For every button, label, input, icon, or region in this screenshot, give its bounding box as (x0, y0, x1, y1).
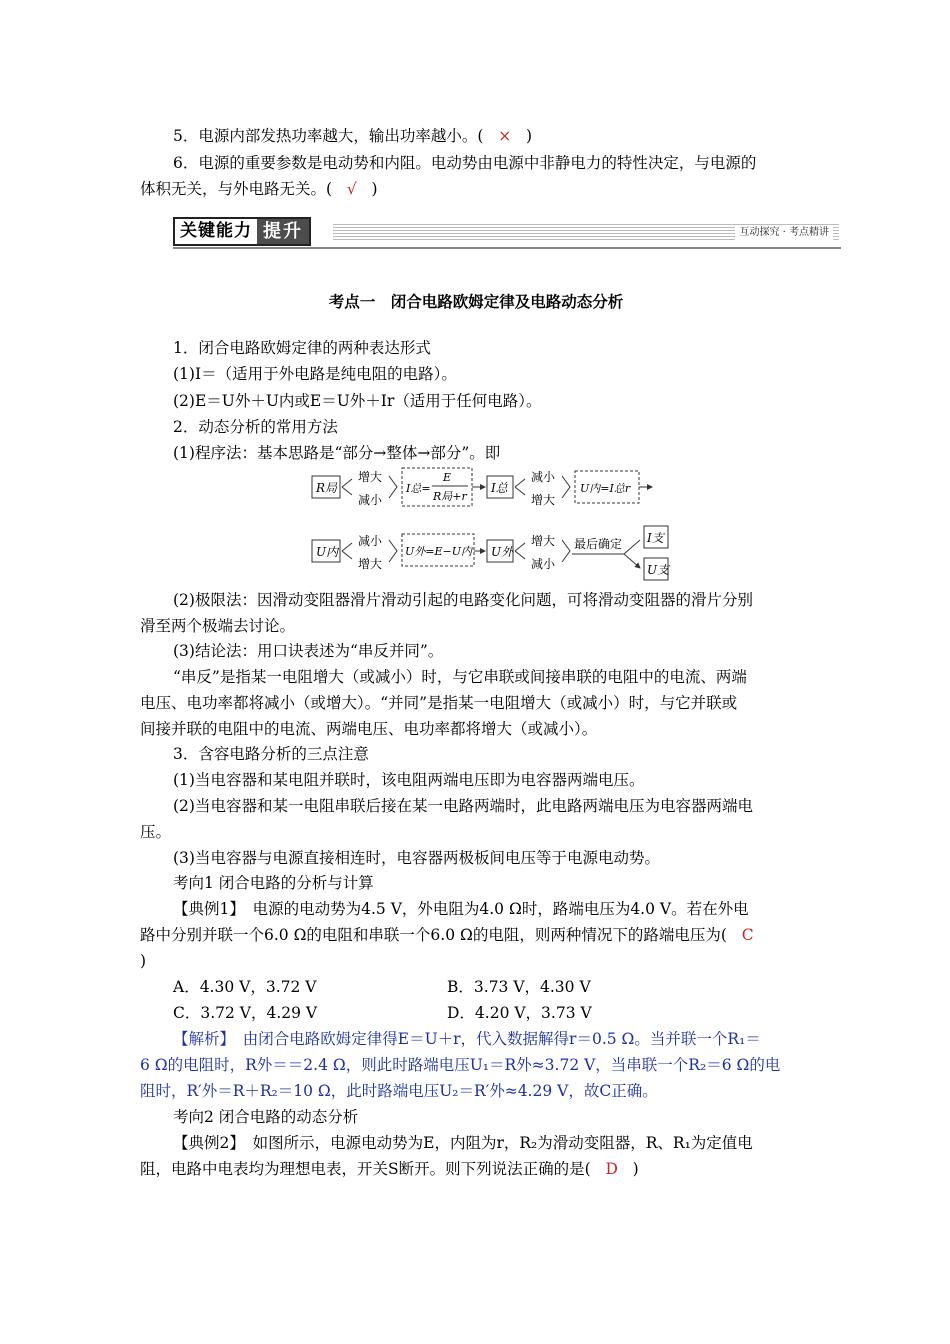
section-1-heading: 1．闭合电路欧姆定律的两种表达形式 (173, 339, 431, 357)
r-local-label: R局 (316, 481, 338, 495)
chevron-icon (562, 476, 570, 498)
label-increase: 增大 (531, 534, 556, 548)
item-5-text: 5．电源内部发热功率越大，输出功率越小。( (173, 127, 484, 145)
section-2-heading: 2．动态分析的常用方法 (173, 418, 338, 436)
item-5-close: ) (525, 127, 533, 145)
item-6-close: ) (371, 180, 378, 198)
branch-arrow (624, 540, 640, 568)
example-2-answer: D (605, 1160, 618, 1178)
analysis-label: 【解析】 (173, 1030, 228, 1048)
example-2-label: 【典例2】 (173, 1134, 238, 1152)
example-2-line-2 (140, 1159, 812, 1179)
chevron-icon (389, 540, 397, 562)
u-branch-label: U支 (647, 563, 670, 577)
label-decrease: 减小 (531, 557, 556, 571)
capacitor-note-1: (1)当电容器和某电阻并联时，该电阻两端电压即为电容器两端电压。 (173, 771, 645, 789)
formula-1: (1)I＝（适用于外电路是纯电阻的电路）。 (173, 365, 457, 383)
method-3-desc-1: “串反”是指某一电阻增大（或减小）时，与它串联或间接串联的电阻中的电流、两端 (173, 668, 747, 686)
branch-arrow (342, 479, 352, 495)
eq1-den: R局+r (433, 490, 467, 503)
branch-arrow (342, 543, 352, 559)
example-1-line-3: ) (140, 952, 147, 970)
branch-arrow (515, 479, 525, 495)
label-decrease: 减小 (531, 470, 556, 484)
direction-1: 考向1 闭合电路的分析与计算 (173, 874, 374, 892)
method-3-desc-2: 电压、电功率都将减小（或增大）。“并同”是指某一电阻增大（或减小）时，与它并联或 (140, 694, 738, 712)
item-6-text: 体积无关，与外电路无关。( (140, 180, 333, 198)
option-c: C．3.72 V，4.29 V (173, 1004, 318, 1022)
example-1-answer: C (741, 926, 754, 944)
method-2-line-2: 滑至两个极端去讨论。 (140, 617, 296, 635)
direction-2: 考向2 闭合电路的动态分析 (173, 1108, 359, 1126)
example-2-text-1: 如图所示，电源电动势为E，内阻为r，R₂为滑动变阻器，R、R₁为定值电 (237, 1134, 753, 1152)
analysis-line-3: 阻时，R′外＝R＋R₂＝10 Ω，此时路端电压U₂＝R′外≈4.29 V，故C正确。 (140, 1082, 658, 1100)
banner-subtitle: 互动探究 · 考点精讲 (735, 226, 833, 240)
branch-arrow (515, 543, 525, 559)
example-2-line-1 (173, 1133, 813, 1153)
label-decrease: 减小 (358, 534, 383, 548)
banner-divider (173, 247, 841, 249)
banner-title-right: 提升 (257, 219, 309, 244)
example-1-text-2: 路中分别并联一个6.0 Ω的电阻和串联一个6.0 Ω的电阻，则两种情况下的路端电压为( (140, 926, 727, 944)
example-1-line-1 (173, 899, 813, 919)
eq1-left: I总= (406, 482, 431, 495)
item-6-line-1: 6．电源的重要参数是电动势和内阻。电动势由电源中非静电力的特性决定，与电源的 (173, 154, 757, 172)
label-increase: 增大 (358, 557, 383, 571)
example-1-text-1: 电源的电动势为4.5 V，外电阻为4.0 Ω时，路端电压为4.0 V。若在外电 (237, 900, 749, 918)
analysis-text-1: 由闭合电路欧姆定律得E＝U＋r，代入数据解得r＝0.5 Ω。当并联一个R₁＝ (227, 1030, 761, 1048)
eq1-num: E (443, 471, 452, 484)
i-total-label: I总 (491, 481, 508, 495)
label-decrease: 减小 (358, 493, 383, 507)
item-6-line-2 (140, 179, 812, 199)
option-a: A．4.30 V，3.72 V (173, 978, 317, 996)
method-3-desc-3: 间接并联的电阻中的电流、两端电压、电功率都将增大（或减小）。 (140, 720, 598, 738)
method-2-line-1: (2)极限法：因滑动变阻器滑片滑动引起的电路变化问题，可将滑动变阻器的滑片分别 (173, 591, 753, 609)
option-d: D．4.20 V，3.73 V (447, 1004, 592, 1022)
item-5-mark: × (498, 127, 512, 145)
eq2-label: U内=I总r (580, 482, 631, 495)
example-2-close: ) (632, 1160, 639, 1178)
method-1: (1)程序法：基本思路是“部分→整体→部分”。即 (173, 444, 501, 462)
formula-2: (2)E＝U外＋U内或E＝U外＋Ir（适用于任何电路）。 (173, 392, 542, 410)
banner-title (173, 217, 311, 246)
eq3-label: U外=E−U内 (405, 545, 473, 558)
item-5 (173, 126, 813, 146)
chevron-icon (562, 540, 570, 562)
example-1-line-2 (140, 925, 812, 945)
method-3: (3)结论法：用口诀表述为“串反并同”。 (173, 642, 444, 660)
capacitor-note-3: (3)当电容器与电源直接相连时，电容器两极板间电压等于电源电动势。 (173, 849, 660, 867)
capacitor-note-2-line-1: (2)当电容器和某一电阻串联后接在某一电路两端时，此电路两端电压为电容器两端电 (173, 797, 753, 815)
example-1-label: 【典例1】 (173, 900, 238, 918)
label-finally: 最后确定 (574, 537, 623, 551)
banner-title-left: 关键能力 (175, 219, 257, 244)
analysis-line-1 (173, 1029, 813, 1049)
flowchart (300, 464, 680, 586)
capacitor-note-2-line-2: 压。 (140, 823, 172, 841)
chevron-icon (389, 476, 397, 498)
u-outer-label: U外 (491, 545, 514, 559)
u-inner-label: U内 (316, 545, 339, 559)
topic-title: 考点一 闭合电路欧姆定律及电路动态分析 (328, 292, 624, 311)
label-increase: 增大 (531, 493, 556, 507)
option-b: B．3.73 V，4.30 V (447, 978, 591, 996)
label-increase: 增大 (358, 470, 383, 484)
example-2-text-2: 阻，电路中电表均为理想电表，开关S断开。则下列说法正确的是( (140, 1160, 591, 1178)
section-3-heading: 3．含容电路分析的三点注意 (173, 745, 369, 763)
analysis-line-2: 6 Ω的电阻时，R外＝＝2.4 Ω，则此时路端电压U₁＝R外≈3.72 V，当串联一个R₂＝6 Ω的电 (140, 1056, 781, 1074)
i-branch-label: I支 (647, 531, 664, 545)
section-banner (173, 217, 841, 249)
item-6-mark: √ (346, 180, 357, 198)
